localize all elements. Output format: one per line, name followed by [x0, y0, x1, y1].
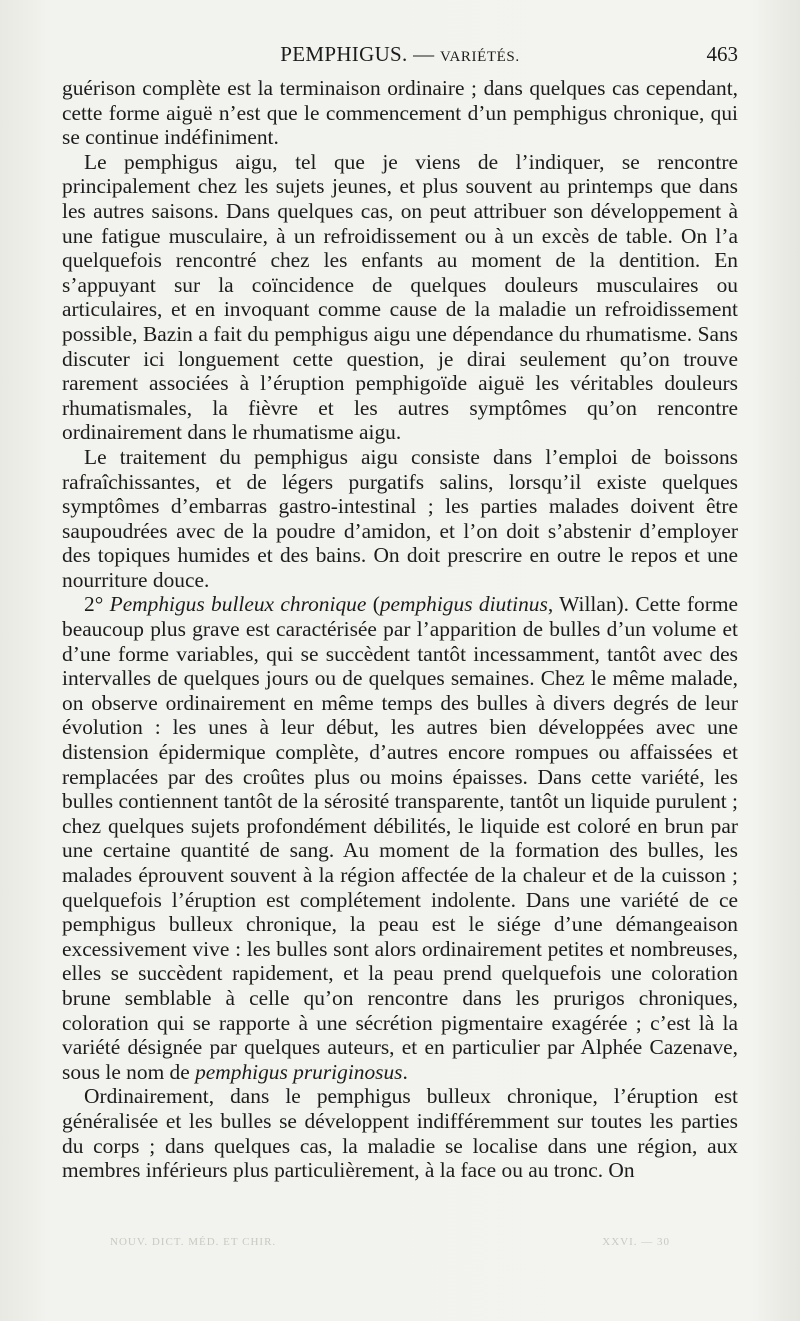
variety-name: pemphigus pruriginosus	[195, 1059, 403, 1084]
paragraph-4-end: .	[402, 1059, 408, 1084]
header-title: PEMPHIGUS.	[280, 42, 408, 66]
running-header	[62, 40, 738, 72]
footer-left: NOUV. DICT. MÉD. ET CHIR.	[110, 1236, 277, 1248]
paragraph-4	[62, 592, 738, 1084]
page-number: 463	[706, 42, 738, 66]
footer-right: XXVI. — 30	[602, 1236, 670, 1248]
paragraph-3: Le traitement du pemphigus aigu consiste dans l’emploi de boissons rafraîchissantes, et de légers purgatifs salins, lorsqu’il existe quelques symptômes d’embarras gastro-intestinal ; les parties malades doivent être saupoudrées avec de la poudre d’amidon, et l’on doit s’abstenir d’employer des topiques humides et des bains. On doit prescrire en outre le repos et une nourriture douce.	[62, 444, 738, 592]
section-title: Pemphigus bulleux chronique	[109, 592, 367, 617]
paragraph-1: guérison complète est la terminaison ordinaire ; dans quelques cas cependant, cette forme aiguë n’est que le commencement d’un pemphigus chronique, qui se continue indéfiniment.	[62, 76, 738, 150]
header-dash: —	[413, 42, 435, 66]
author-ref: , Willan).	[547, 592, 629, 617]
paragraph-4-body: Cette forme beaucoup plus grave est caractérisée par l’apparition de bulles d’un volume et d’une forme variables, qui se succèdent tantôt incessamment, tantôt avec des intervalles de quelques jours ou de quelques semaines. Chez le même malade, on observe ordinairement en même temps des bulles à divers degrés de leur évolution : les unes à leur début, les autres bien développées avec une distension épidermique complète, d’autres encore rompues ou affaissées et remplacées par des croûtes plus ou moins épaisses. Dans cette variété, les bulles contiennent tantôt de la sérosité transparente, tantôt un liquide purulent ; chez quelques sujets profondément débilités, le liquide est coloré en brun par une certaine quantité de sang. Au moment de la formation des bulles, les malades éprouvent souvent à la région affectée de la chaleur et de la cuisson ; quelquefois l’éruption est complétement indolente. Dans une variété de ce pemphigus bulleux chronique, la peau est le siége d’une démangeaison excessivement vive : les bulles sont alors ordinairement petites et nombreuses, elles se succèdent rapidement, et la peau prend quelquefois une coloration brune semblable à celle qu’on rencontre dans les prurigos chroniques, coloration qui se rapporte à une sécrétion pigmentaire exagérée ; c’est là la variété désignée par quelques auteurs, et en particulier par Alphée Cazenave, sous le nom de	[62, 592, 738, 1084]
running-title	[62, 42, 738, 67]
paragraph-2: Le pemphigus aigu, tel que je viens de l’indiquer, se rencontre principalement chez les sujets jeunes, et plus souvent au printemps que dans les autres saisons. Dans quelques cas, on peut attribuer son développement à une fatigue musculaire, à un refroidissement ou à un excès de table. On l’a quelquefois rencontré chez les enfants au moment de la dentition. En s’appuyant sur la coïncidence de quelques douleurs musculaires ou articulaires, et en invoquant comme cause de la maladie un refroidissement possible, Bazin a fait du pemphigus aigu une dépendance du rhumatisme. Sans discuter ici longuement cette question, je dirai seulement qu’on trouve rarement associées à l’éruption pemphigoïde aiguë les véritables douleurs rhumatismales, la fièvre et les autres symptômes qu’on rencontre ordinairement dans le rhumatisme aigu.	[62, 149, 738, 445]
section-number: 2°	[84, 592, 104, 617]
paragraph-5: Ordinairement, dans le pemphigus bulleux chronique, l’éruption est généralisée et les bulles se développent indifféremment sur toutes les parties du corps ; dans quelques cas, la maladie se localise dans une région, aux membres inférieurs plus particulièrement, à la face ou au tronc. On	[62, 1084, 738, 1183]
header-subtitle: VARIÉTÉS.	[440, 49, 520, 65]
paren-open: (	[372, 592, 380, 617]
body-text	[62, 76, 738, 1183]
signature-footer	[110, 1236, 710, 1256]
latin-name: pemphigus diutinus	[379, 592, 548, 617]
